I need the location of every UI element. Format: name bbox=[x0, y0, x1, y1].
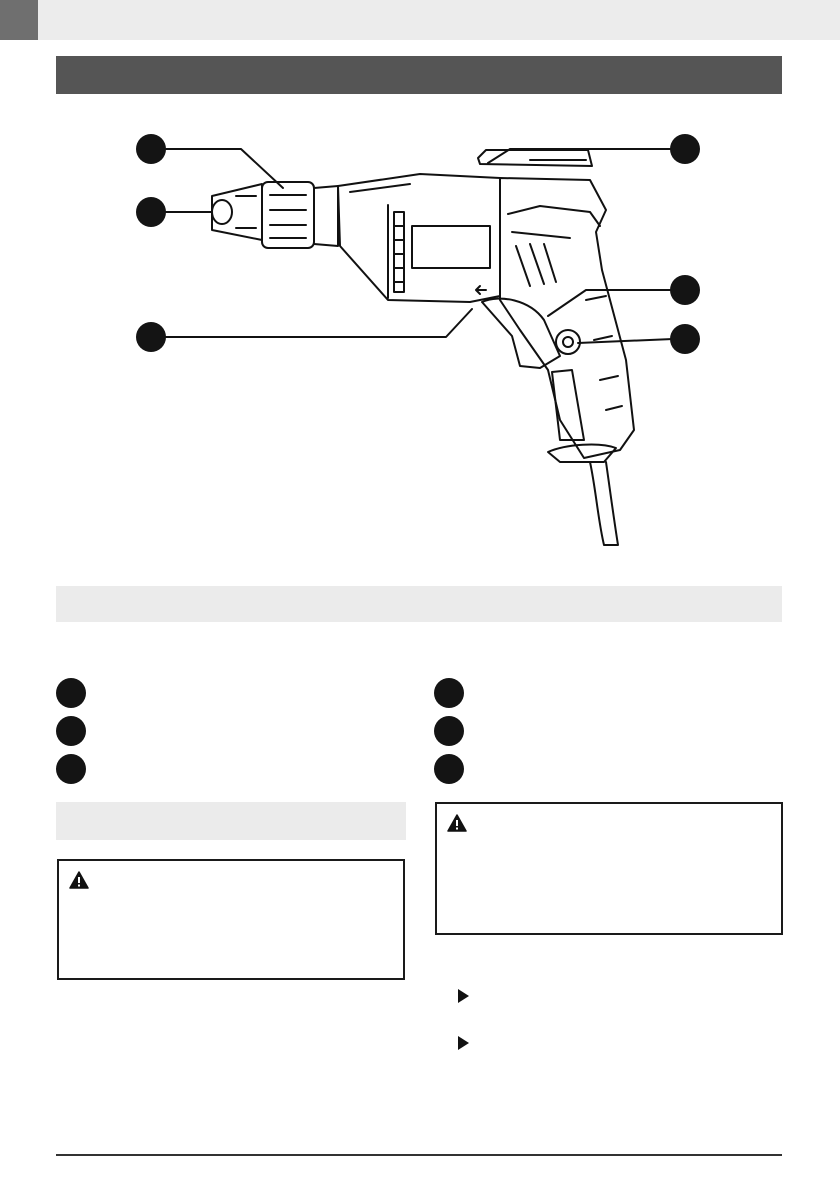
motor-housing bbox=[338, 174, 500, 302]
legend-marker-3 bbox=[56, 754, 86, 784]
nose-cone bbox=[212, 184, 262, 240]
callout-marker-4 bbox=[670, 134, 700, 164]
callout-marker-5 bbox=[670, 275, 700, 305]
warning-box bbox=[435, 802, 783, 935]
callout-marker-3 bbox=[136, 322, 166, 352]
legend-marker-2 bbox=[56, 716, 86, 746]
callout-line-3 bbox=[166, 309, 472, 337]
play-arrow-icon bbox=[458, 989, 469, 1003]
legend-marker-6 bbox=[434, 754, 464, 784]
warning-triangle-icon bbox=[69, 871, 89, 889]
play-arrow-icon bbox=[458, 1036, 469, 1050]
handle-body bbox=[500, 178, 634, 458]
callout-line-6 bbox=[578, 339, 673, 343]
legend-marker-5 bbox=[434, 716, 464, 746]
warning-triangle-icon bbox=[447, 814, 467, 832]
trigger bbox=[482, 299, 560, 368]
legend-marker-4 bbox=[434, 678, 464, 708]
screwdriver-illustration bbox=[0, 0, 840, 580]
section-header-bar bbox=[56, 586, 782, 622]
power-cord bbox=[590, 462, 618, 545]
subsection-header-bar bbox=[56, 802, 406, 840]
warning-box bbox=[57, 859, 405, 980]
footer-rule bbox=[56, 1154, 782, 1156]
callout-marker-1 bbox=[136, 134, 166, 164]
legend-marker-1 bbox=[56, 678, 86, 708]
callout-marker-2 bbox=[136, 197, 166, 227]
callout-marker-6 bbox=[670, 324, 700, 354]
